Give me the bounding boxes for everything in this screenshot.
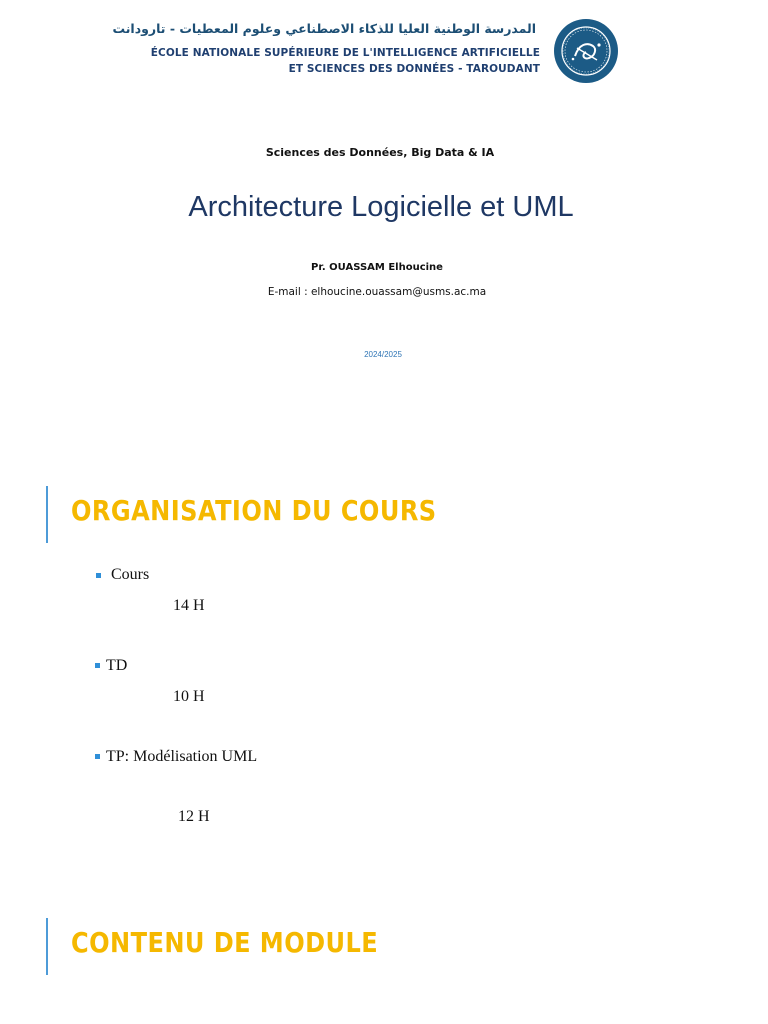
list-item-hours: 14 H (173, 597, 205, 614)
section-title-organisation: ORGANISATION DU COURS (71, 494, 437, 527)
bullet-icon (95, 663, 100, 668)
bullet-icon (95, 754, 100, 759)
course-title: Architecture Logicielle et UML (188, 191, 574, 223)
program-name: Sciences des Données, Big Data & IA (265, 146, 495, 159)
school-name-line2: ET SCIENCES DES DONNÉES - TAROUDANT (288, 63, 540, 75)
list-item-label: TP: Modélisation UML (106, 748, 258, 765)
list-item-hours: 10 H (173, 688, 205, 705)
section-title-contenu: CONTENU DE MODULE (71, 926, 379, 959)
university-seal-icon (553, 18, 619, 84)
academic-year: 2024/2025 (364, 350, 402, 359)
section-accent-bar (46, 918, 48, 975)
school-name-arabic: المدرسة الوطنية العليا للذكاء الاصطناعي وعلوم المعطيات - تارودانت (112, 21, 536, 36)
professor-email[interactable]: E-mail : elhoucine.ouassam@usms.ac.ma (267, 286, 487, 298)
professor-name: Pr. OUASSAM Elhoucine (311, 262, 443, 273)
list-item-hours: 12 H (178, 808, 210, 825)
section-accent-bar (46, 486, 48, 543)
school-name-line1: ÉCOLE NATIONALE SUPÉRIEURE DE L'INTELLIGENCE ARTIFICIELLE (150, 47, 540, 59)
bullet-icon (96, 573, 101, 578)
list-item-label: Cours (111, 566, 150, 583)
list-item-label: TD (106, 657, 128, 674)
